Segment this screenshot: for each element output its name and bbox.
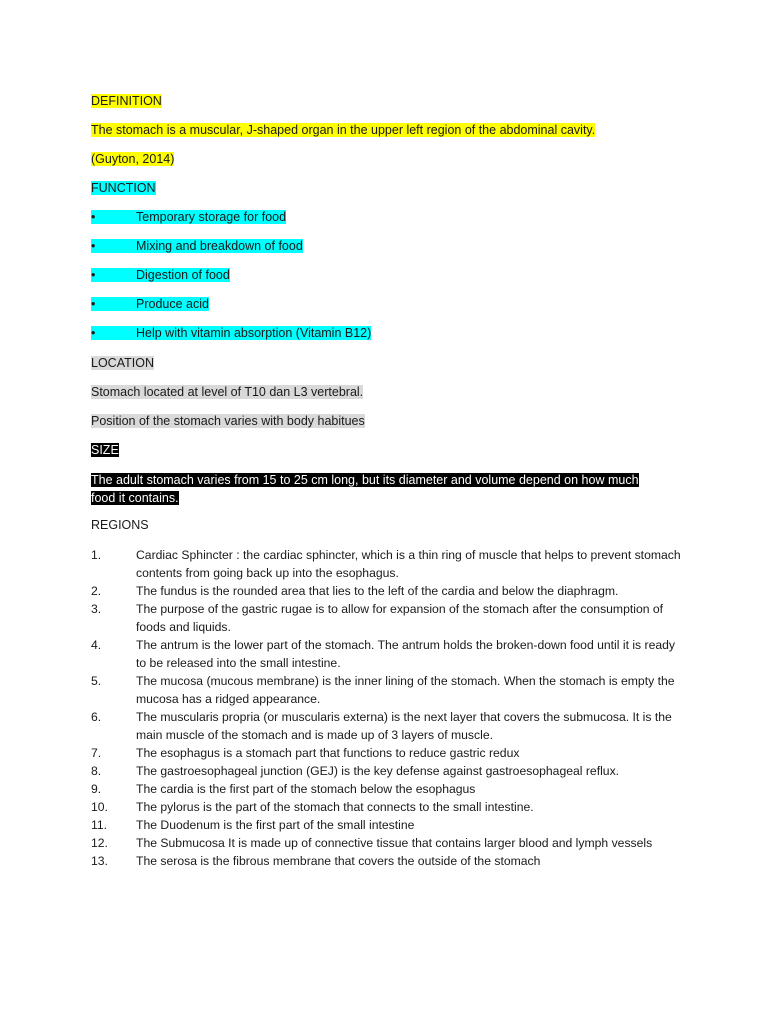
function-item: • Temporary storage for food <box>91 210 287 224</box>
regions-list <box>91 546 681 870</box>
bullet-icon: • <box>91 268 96 282</box>
list-item: 5. The mucosa (mucous membrane) is the inner lining of the stomach. When the stomach is empty the mucosa has a ridged appearance. <box>91 674 675 706</box>
location-line-2: Position of the stomach varies with body habitues <box>91 414 365 428</box>
list-item: 4. The antrum is the lower part of the stomach. The antrum holds the broken-down food until it is ready to be released into the small intestine. <box>91 638 676 670</box>
definition-text: The stomach is a muscular, J-shaped organ in the upper left region of the abdominal cavity. <box>91 123 596 137</box>
list-item: 11. The Duodenum is the first part of the small intestine <box>91 818 415 832</box>
list-item: 10. The pylorus is the part of the stomach that connects to the small intestine. <box>91 800 534 814</box>
bullet-icon: • <box>91 239 96 253</box>
list-item: 3. The purpose of the gastric rugae is to allow for expansion of the stomach after the consumption of foods and liquids. <box>91 602 664 634</box>
location-heading: LOCATION <box>91 356 154 370</box>
regions-heading: REGIONS <box>91 518 149 532</box>
size-text: The adult stomach varies from 15 to 25 cm long, but its diameter and volume depend on how much food it contains. <box>91 473 639 505</box>
location-line-1: Stomach located at level of T10 dan L3 vertebral. <box>91 385 364 399</box>
list-item: 12. The Submucosa It is made up of connective tissue that contains larger blood and lymph vessels <box>91 836 653 850</box>
function-item: • Produce acid <box>91 297 209 311</box>
function-heading: FUNCTION <box>91 181 156 195</box>
list-item: 7. The esophagus is a stomach part that functions to reduce gastric redux <box>91 746 520 760</box>
bullet-icon: • <box>91 297 96 311</box>
bullet-icon: • <box>91 210 96 224</box>
function-item: • Mixing and breakdown of food <box>91 239 303 253</box>
list-item: 2. The fundus is the rounded area that lies to the left of the cardia and below the diaphragm. <box>91 584 619 598</box>
list-item: 6. The muscularis propria (or muscularis externa) is the next layer that covers the submucosa. It is the main muscle of the stomach and is made up of 3 layers of muscle. <box>91 710 672 742</box>
function-item: • Digestion of food <box>91 268 230 282</box>
size-heading: SIZE <box>91 443 119 457</box>
list-item: 8. The gastroesophageal junction (GEJ) is the key defense against gastroesophageal reflux. <box>91 764 620 778</box>
definition-heading: DEFINITION <box>91 94 162 108</box>
definition-citation: (Guyton, 2014) <box>91 152 175 166</box>
list-item: 1. Cardiac Sphincter : the cardiac sphincter, which is a thin ring of muscle that helps to prevent stomach contents from going back up into the esophagus. <box>91 548 681 580</box>
list-item: 13. The serosa is the fibrous membrane that covers the outside of the stomach <box>91 854 541 868</box>
bullet-icon: • <box>91 326 96 340</box>
function-item: • Help with vitamin absorption (Vitamin B12) <box>91 326 372 340</box>
list-item: 9. The cardia is the first part of the stomach below the esophagus <box>91 782 476 796</box>
